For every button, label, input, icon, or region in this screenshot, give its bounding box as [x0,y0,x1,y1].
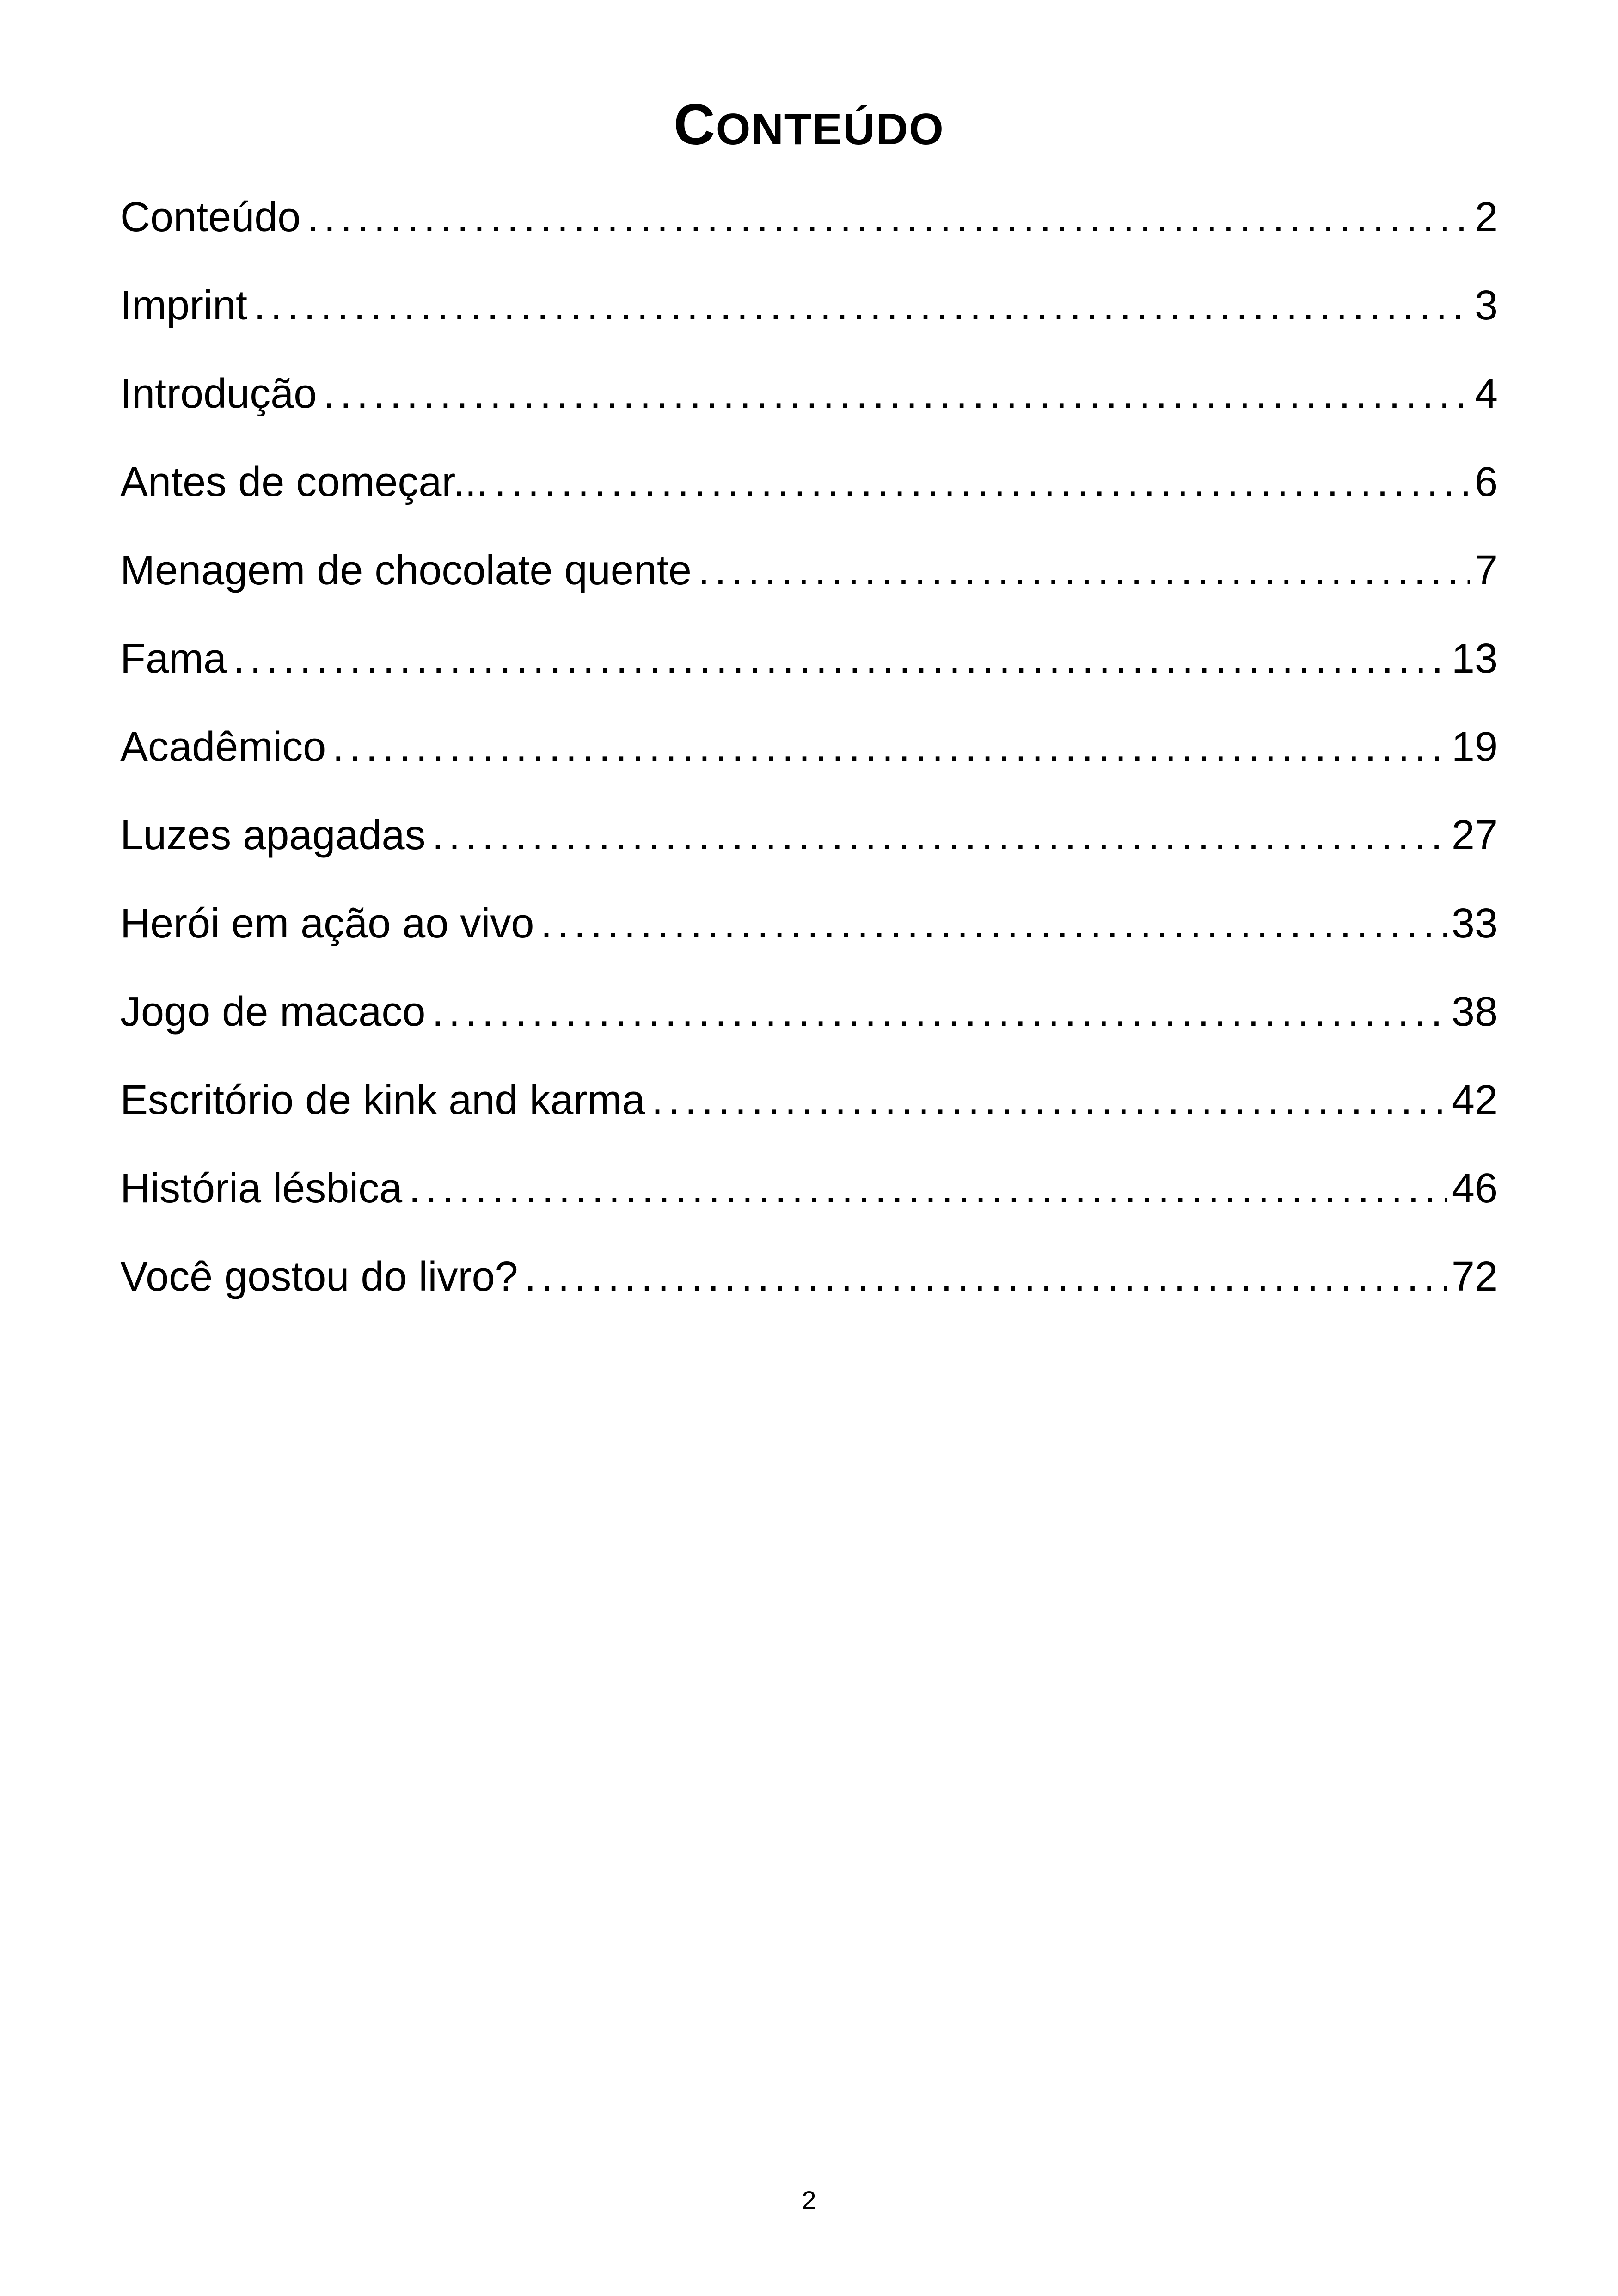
toc-entry-page: 27 [1451,812,1498,858]
toc-leader-dots [432,803,1447,868]
toc-leader-dots [651,1068,1446,1133]
toc-entry-page: 2 [1474,194,1498,240]
toc-leader-dots [409,1156,1447,1221]
toc-entry-title: Herói em ação ao vivo [120,900,534,947]
toc-entry-title: História lésbica [120,1165,403,1212]
toc-entry-page: 4 [1474,371,1498,417]
toc-leader-dots [432,980,1446,1044]
toc-entry-voce-gostou-do-livro[interactable] [120,1244,1498,1333]
toc-leader-dots [494,450,1470,514]
toc-leader-dots [323,361,1470,426]
toc-entry-luzes-apagadas[interactable] [120,803,1498,891]
toc-leader-dots [307,185,1470,250]
toc-entry-page: 42 [1451,1077,1498,1123]
toc-entry-historia-lesbica[interactable] [120,1156,1498,1244]
toc-entry-page: 46 [1451,1165,1498,1212]
toc-entry-page: 13 [1451,636,1498,682]
toc-entry-jogo-de-macaco[interactable] [120,980,1498,1068]
toc-entry-fama[interactable] [120,626,1498,715]
toc-entry-antes-de-comecar[interactable] [120,450,1498,538]
toc-entry-title: Conteúdo [120,194,301,240]
toc-entry-title: Acadêmico [120,724,326,770]
toc-leader-dots [540,891,1446,956]
toc-leader-dots [698,538,1470,603]
toc-entry-page: 33 [1451,900,1498,947]
toc-entry-menagem-de-chocolate-quente[interactable] [120,538,1498,626]
toc-entry-page: 19 [1451,724,1498,770]
toc-entry-page: 38 [1451,989,1498,1035]
toc-entry-title: Fama [120,636,227,682]
toc-entry-title: Escritório de kink and karma [120,1077,645,1123]
page-title [0,88,1618,166]
toc-leader-dots [525,1244,1447,1309]
toc-entry-conteudo[interactable] [120,185,1498,273]
page-title-rest: ONTEÚDO [716,104,944,154]
toc-entry-title: Jogo de macaco [120,989,426,1035]
toc-entry-title: Imprint [120,282,248,329]
toc-entry-escritorio-de-kink-and-karma[interactable] [120,1068,1498,1156]
page-number: 2 [802,2186,816,2215]
toc-entry-academico[interactable] [120,715,1498,803]
toc-leader-dots [254,273,1470,338]
toc-entry-page: 72 [1451,1254,1498,1300]
toc-entry-title: Menagem de chocolate quente [120,547,692,594]
table-of-contents [120,185,1498,1333]
toc-entry-title: Introdução [120,371,317,417]
toc-entry-imprint[interactable] [120,273,1498,361]
toc-entry-title: Antes de começar... [120,459,488,505]
toc-entry-page: 7 [1474,547,1498,594]
toc-entry-page: 3 [1474,282,1498,329]
toc-entry-heroi-em-acao-ao-vivo[interactable] [120,891,1498,980]
toc-entry-page: 6 [1474,459,1498,505]
toc-leader-dots [332,715,1447,779]
page-title-initial: C [674,93,716,157]
toc-entry-title: Você gostou do livro? [120,1254,518,1300]
toc-leader-dots [233,626,1447,691]
toc-entry-title: Luzes apagadas [120,812,426,858]
toc-entry-introducao[interactable] [120,361,1498,450]
